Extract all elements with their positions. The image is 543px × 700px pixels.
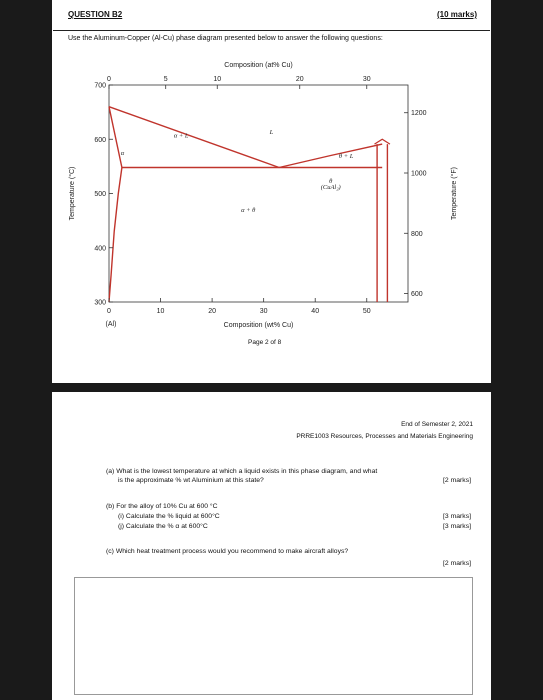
- liquidus-left-line: [109, 107, 279, 168]
- question-instruction: Use the Aluminum-Copper (Al-Cu) phase diagram presented below to answer the following questions:: [68, 35, 383, 42]
- y-axis-title-left: Temperature (°C): [69, 166, 76, 221]
- question-b-ii: (j) Calculate the % α at 600°C: [118, 523, 208, 530]
- phase-label-cual2: (CuAl₂): [320, 184, 341, 192]
- liquidus-right-line: [279, 144, 382, 167]
- phase-label-theta-liquid: θ + L: [338, 153, 354, 161]
- plot-frame: [109, 85, 408, 302]
- y-axis-title-right: Temperature (°F): [451, 167, 458, 220]
- bottom-tick-label: 20: [208, 308, 217, 315]
- question-b-ii-marks: [3 marks]: [443, 523, 471, 530]
- bottom-tick-label: 50: [362, 308, 371, 315]
- course-title: PRRE1003 Resources, Processes and Materials Engineering: [296, 433, 473, 440]
- phase-label-liquid: L: [269, 128, 274, 136]
- question-title: QUESTION B2: [68, 10, 123, 19]
- solvus-line: [109, 168, 122, 303]
- question-a-line1: (a) What is the lowest temperature at which a liquid exists in this phase diagram, and what: [106, 468, 378, 475]
- left-tick-label: 700: [94, 82, 106, 90]
- theta-peak-line: [374, 139, 389, 144]
- top-tick-label: 10: [213, 76, 222, 83]
- left-tick-label: 500: [94, 191, 106, 198]
- bottom-tick-label: 30: [259, 308, 268, 315]
- question-b-i: (i) Calculate the % liquid at 600°C: [118, 513, 220, 520]
- x-axis-title: Composition (wt% Cu): [223, 322, 294, 329]
- question-a-marks: [2 marks]: [443, 477, 471, 484]
- exam-page-2: [52, 392, 491, 700]
- left-tick-label: 300: [94, 299, 106, 307]
- exam-page-1: [52, 0, 491, 383]
- page-number: Page 2 of 8: [248, 339, 282, 346]
- bottom-tick-label: 0: [107, 308, 111, 315]
- bottom-tick-label: 40: [311, 308, 320, 315]
- solidus-line: [109, 107, 122, 168]
- right-tick-label: 1200: [411, 110, 427, 118]
- phase-label-alpha-liquid: α + L: [173, 132, 189, 140]
- question-c-line: (c) Which heat treatment process would you recommend to make aircraft alloys?: [106, 548, 349, 555]
- left-tick-label: 600: [94, 136, 106, 144]
- left-tick-label: 400: [94, 245, 106, 253]
- top-tick-label: 5: [163, 76, 168, 83]
- bottom-tick-label: 10: [156, 308, 165, 315]
- phase-label-alpha-theta: α + θ: [241, 206, 256, 214]
- question-a-line2: is the approximate % wt Aluminium at this state?: [118, 477, 264, 484]
- bottom-al-label: (Al): [105, 321, 117, 328]
- top-tick-label: 0: [107, 76, 111, 83]
- answer-box[interactable]: [74, 577, 473, 695]
- phase-label-alpha: α: [120, 149, 125, 157]
- question-c-marks: [2 marks]: [443, 560, 471, 567]
- top-tick-label: 20: [295, 76, 304, 83]
- question-marks: (10 marks): [436, 10, 477, 19]
- exam-session: End of Semester 2, 2021: [401, 421, 473, 428]
- top-axis-title: Composition (at% Cu): [224, 62, 293, 69]
- right-tick-label: 1000: [411, 170, 427, 178]
- question-b-line: (b) For the alloy of 10% Cu at 600 °C: [106, 503, 218, 510]
- phase-label-theta: θ: [329, 178, 333, 186]
- phase-diagram: [52, 0, 491, 383]
- top-tick-label: 30: [362, 76, 371, 83]
- right-tick-label: 600: [411, 291, 423, 299]
- question-b-i-marks: [3 marks]: [443, 513, 471, 520]
- right-tick-label: 800: [411, 230, 423, 238]
